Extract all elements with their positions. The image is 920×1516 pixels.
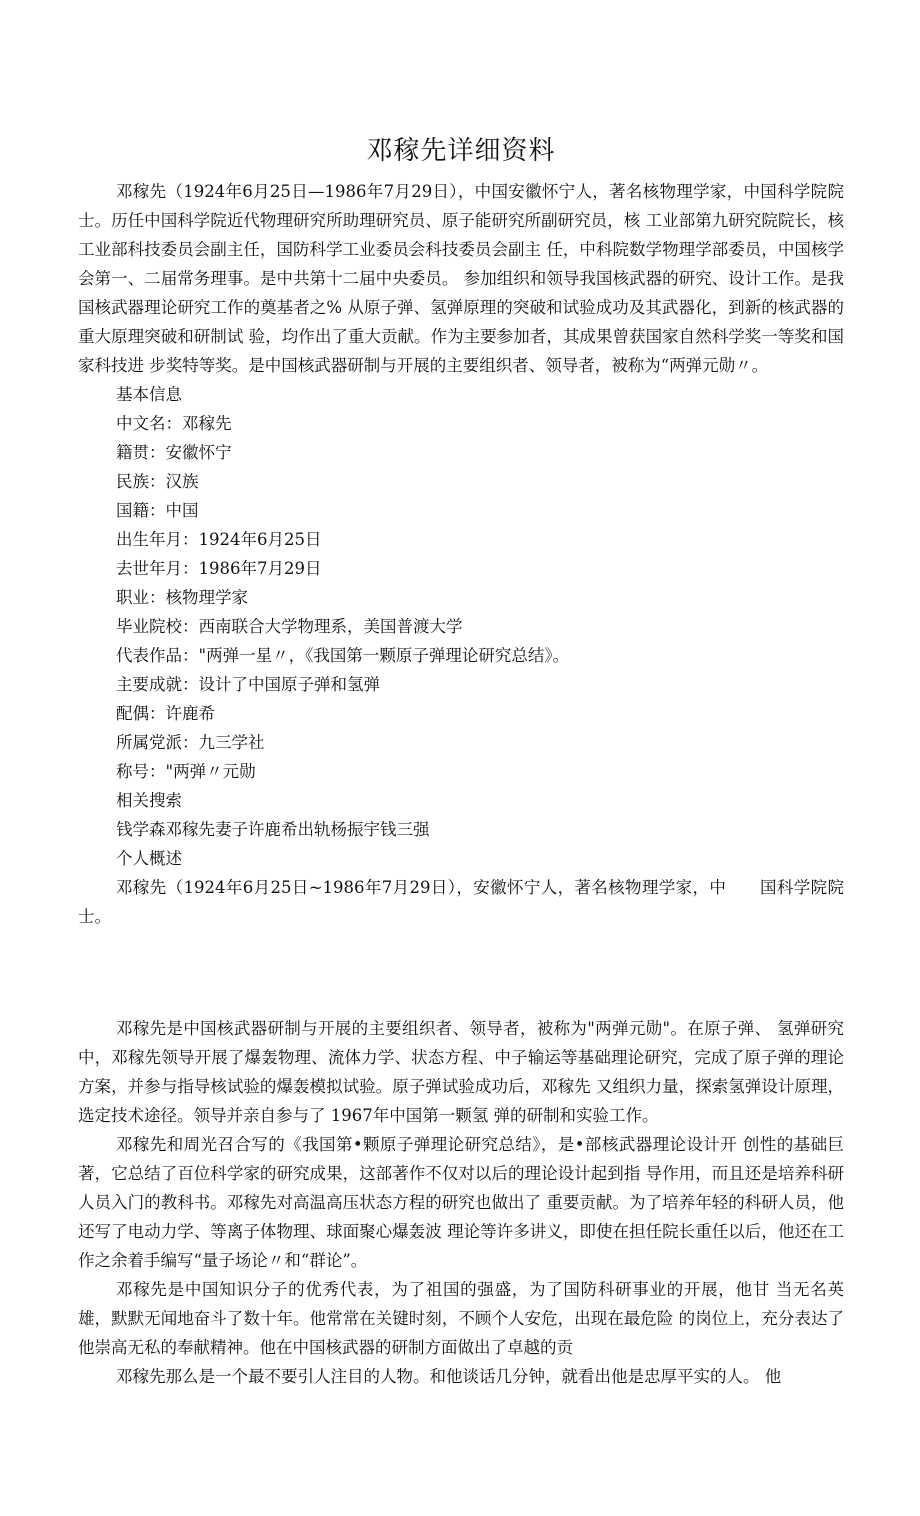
overview-paragraph: 邓稼先（1924年6月25日~1986年7月29日），安徽怀宁人，著名核物理学家，中 国科学院院士。 <box>78 878 844 926</box>
info-chinese-name: 中文名：邓稼先 <box>116 414 232 433</box>
info-party: 所属党派：九三学社 <box>116 733 265 752</box>
document-title: 邓稼先详细资料 <box>366 136 556 166</box>
related-search-heading: 相关搜索 <box>116 791 182 810</box>
info-native-place: 籍贯：安徽怀宁 <box>116 443 232 462</box>
info-spouse: 配偶：许鹿希 <box>116 704 215 723</box>
basic-info-heading: 基本信息 <box>116 385 182 404</box>
body-paragraph: 邓稼先是中国核武器研制与开展的主要组织者、领导者，被称为"两弹元勋"。在原子弹、 氢弹研究中，邓稼先领导开展了爆轰物理、流体力学、状态方程、中子输运等基础理论研究，完成了原子弹的理论方案，并参与指导核试验的爆轰模拟试验。原子弹试验成功后，邓稼先 又组织力量，探索氢弹设计原理，选定技术途径。领导并亲自参与了 1967年中国第一颗氢 弹的研制和实验工作。 <box>78 1019 844 1125</box>
info-ethnicity: 民族：汉族 <box>116 472 199 491</box>
overview-heading: 个人概述 <box>116 849 182 868</box>
body-paragraph: 邓稼先那么是一个最不要引人注目的人物。和他谈话几分钟，就看出他是忠厚平实的人。 他 <box>116 1367 782 1386</box>
body-paragraph: 邓稼先是中国知识分子的优秀代表，为了祖国的强盛，为了国防科研事业的开展，他甘 当无名英雄，默默无闻地奋斗了数十年。他常常在关键时刻，不顾个人安危，出现在最危险 的岗位上，充分表达了他崇高无私的奉献精神。他在中国核武器的研制方面做出了卓越的贡 <box>78 1280 844 1357</box>
info-education: 毕业院校：西南联合大学物理系，美国普渡大学 <box>116 617 463 636</box>
info-occupation: 职业：核物理学家 <box>116 588 248 607</box>
related-search-text: 钱学森邓稼先妻子许鹿希出轨杨振宇钱三强 <box>116 820 430 839</box>
lower-content <box>78 1014 844 1391</box>
upper-content <box>78 177 844 931</box>
body-paragraph: 邓稼先和周光召合写的《我国第•颗原子弹理论研究总结》，是•部核武器理论设计开 创性的基础巨著，它总结了百位科学家的研究成果，这部著作不仅对以后的理论设计起到指 导作用，而且还是培养科研人员入门的教科书。邓稼先对高温高压状态方程的研究也做出了 重要贡献。为了培养年轻的科研人员，他还写了电动力学、等离子体物理、球面聚心爆轰波 理论等许多讲义，即使在担任院长重任以后，他还在工作之余着手编写“量子场论〃和“群论”。 <box>78 1135 844 1270</box>
info-works: 代表作品："两弹一星〃，《我国第一颗原子弹理论研究总结》。 <box>116 646 570 665</box>
info-death-date: 去世年月：1986年7月29日 <box>116 559 322 578</box>
info-title: 称号："两弹〃元勋 <box>116 762 256 781</box>
info-achievements: 主要成就：设计了中国原子弹和氢弹 <box>116 675 380 694</box>
basic-info-list <box>78 409 844 786</box>
info-birth-date: 出生年月：1924年6月25日 <box>116 530 322 549</box>
intro-paragraph: 邓稼先（1924年6月25日—1986年7月29日），中国安徽怀宁人，著名核物理学家，中国科学院院士。历任中国科学院近代物理研究所助理研究员、原子能研究所副研究员，核 工业部第九研究院院长，核工业部科技委员会副主任，国防科学工业委员会科技委员会副主 任，中科院数学物理学部委员，中国核学会第一、二届常务理事。是中共第十二届中央委员。 参加组织和领导我国核武器的研究、设计工作。是我国核武器理论研究工作的奠基者之% 从原子弹、氢弹原理的突破和试验成功及其武器化，到新的核武器的重大原理突破和研制试 验，均作出了重大贡献。作为主要参加者，其成果曾获国家自然科学奖一等奖和国家科技进 步奖特等奖。是中国核武器研制与开展的主要组织者、领导者，被称为“两弹元勋〃。 <box>78 182 844 375</box>
info-nationality: 国籍：中国 <box>116 501 199 520</box>
